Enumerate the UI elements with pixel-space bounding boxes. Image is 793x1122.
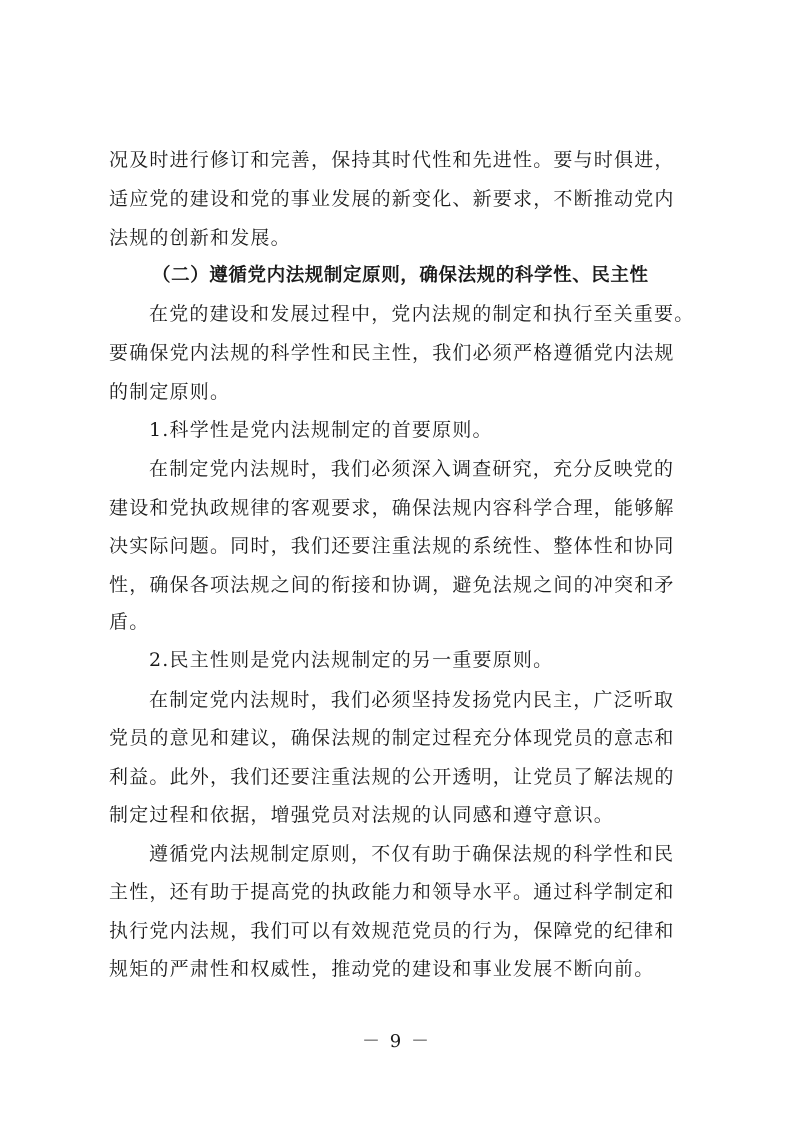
- text-line: 制定过程和依据，增强党员对法规的认同感和遵守意识。: [109, 804, 615, 826]
- text-line: 在制定党内法规时，我们必须坚持发扬党内民主，广泛听取: [149, 689, 675, 711]
- text-line: 法规的创新和发展。: [109, 227, 291, 249]
- text-line: 执行党内法规，我们可以有效规范党员的行为，保障党的纪律和: [109, 920, 675, 942]
- text-line: 建设和党执政规律的客观要求，确保法规内容科学合理，能够解: [109, 497, 675, 519]
- text-line: 主性，还有助于提高党的执政能力和领导水平。通过科学制定和: [109, 881, 675, 903]
- text-line: 决实际问题。同时，我们还要注重法规的系统性、整体性和协同: [109, 535, 675, 557]
- section-heading: （二）遵循党内法规制定原则，确保法规的科学性、民主性: [152, 265, 649, 286]
- text-line: 利益。此外，我们还要注重法规的公开透明，让党员了解法规的: [109, 766, 675, 788]
- text-line: 性，确保各项法规之间的衔接和协调，避免法规之间的冲突和矛: [109, 574, 675, 596]
- text-line: 盾。: [109, 611, 150, 633]
- page-number: － 9 －: [362, 1031, 431, 1052]
- subheading-line: 1.科学性是党内法规制定的首要原则。: [149, 419, 493, 441]
- text-line: 规矩的严肃性和权威性，推动党的建设和事业发展不断向前。: [109, 958, 655, 980]
- text-line: 要确保党内法规的科学性和民主性，我们必须严格遵循党内法规: [109, 342, 675, 364]
- text-line: 党员的意见和建议，确保法规的制定过程充分体现党员的意志和: [109, 727, 675, 749]
- text-line: 在制定党内法规时，我们必须深入调查研究，充分反映党的: [149, 458, 675, 480]
- text-line: 的制定原则。: [109, 381, 231, 403]
- text-line: 遵循党内法规制定原则，不仅有助于确保法规的科学性和民: [149, 843, 675, 865]
- text-line: 况及时进行修订和完善，保持其时代性和先进性。要与时俱进，: [109, 149, 675, 171]
- text-line: 在党的建设和发展过程中，党内法规的制定和执行至关重要。: [149, 303, 695, 325]
- text-line: 适应党的建设和党的事业发展的新变化、新要求，不断推动党内: [109, 188, 675, 210]
- subheading-line: 2.民主性则是党内法规制定的另一重要原则。: [149, 649, 554, 671]
